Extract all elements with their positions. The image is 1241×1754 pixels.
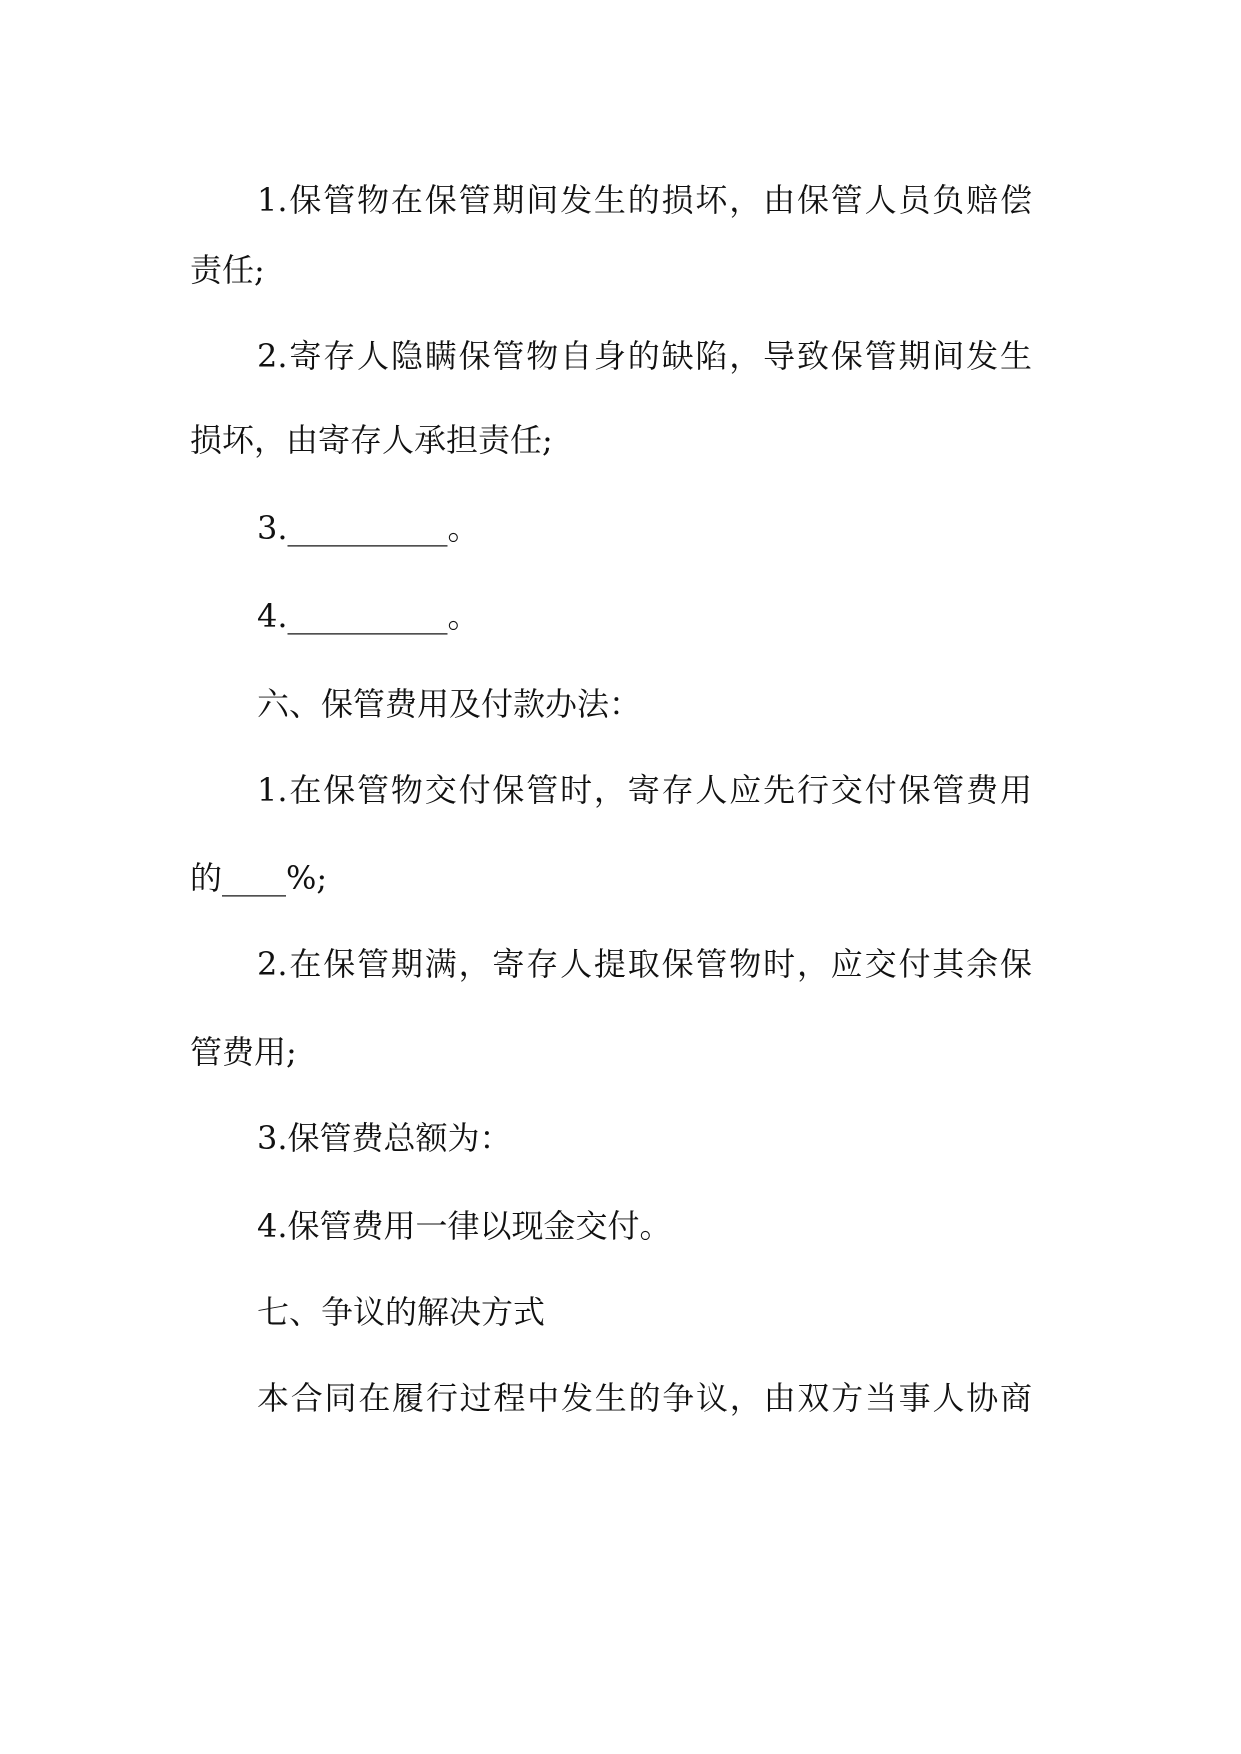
clause-6-2-line-2: 管费用; [190, 1033, 297, 1071]
clause-5-2-line-1: 2.寄存人隐瞒保管物自身的缺陷，导致保管期间发生 [257, 337, 1032, 375]
clause-6-1-line-2: 的____%; [190, 859, 328, 897]
section-6-heading: 六、保管费用及付款办法： [257, 685, 642, 723]
clause-5-4: 4.__________。 [257, 597, 480, 635]
clause-6-4: 4.保管费用一律以现金交付。 [257, 1207, 672, 1245]
clause-6-1-line-1: 1.在保管物交付保管时，寄存人应先行交付保管费用 [257, 771, 1032, 809]
clause-5-3: 3.__________。 [257, 509, 480, 547]
clause-5-2-line-2: 损坏，由寄存人承担责任; [190, 421, 553, 459]
section-7-heading: 七、争议的解决方式 [257, 1293, 546, 1331]
clause-6-2-line-1: 2.在保管期满，寄存人提取保管物时，应交付其余保 [257, 945, 1032, 983]
clause-5-1-line-1: 1.保管物在保管期间发生的损坏，由保管人员负赔偿 [257, 181, 1032, 219]
clause-6-3: 3.保管费总额为： [257, 1119, 512, 1157]
clause-5-1-line-2: 责任; [190, 251, 265, 289]
section-7-paragraph-line-1: 本合同在履行过程中发生的争议，由双方当事人协商 [257, 1379, 1032, 1417]
